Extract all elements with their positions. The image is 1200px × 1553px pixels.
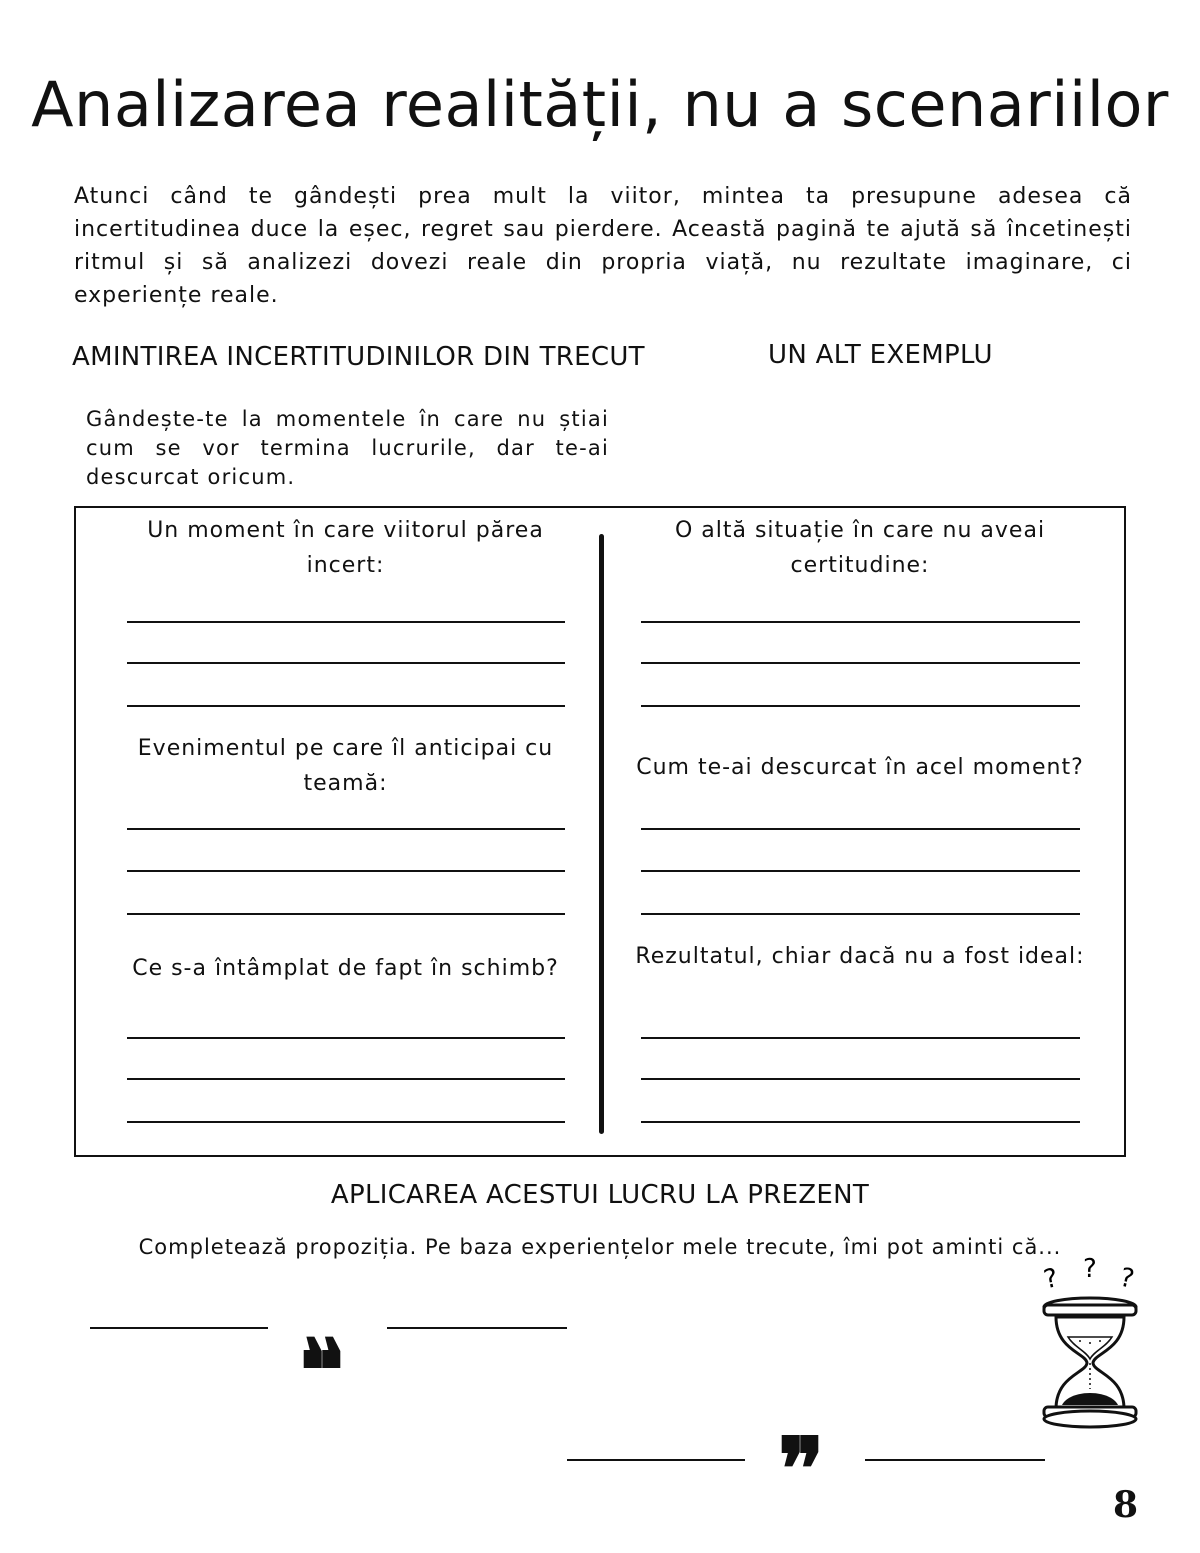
answer-line[interactable] (127, 913, 565, 915)
question-mark: ? (1117, 1262, 1137, 1295)
left-section-heading: AMINTIREA INCERTITUDINILOR DIN TRECUT (72, 342, 645, 372)
answer-line[interactable] (127, 662, 565, 664)
sentence-line[interactable] (865, 1459, 1045, 1461)
prompt-uncertain-future: Un moment în care viitorul părea incert: (147, 518, 544, 578)
answer-line[interactable] (641, 1078, 1080, 1080)
answer-line[interactable] (641, 1037, 1080, 1039)
answer-line[interactable] (127, 1121, 565, 1123)
page-number: 8 (1112, 1484, 1138, 1526)
answer-line[interactable] (641, 621, 1080, 623)
answer-line[interactable] (641, 913, 1080, 915)
column-divider (599, 534, 604, 1134)
intro-paragraph: Atunci când te gândești prea mult la viitor, mintea ta presupune adesea că incertitudinea duce la eșec, regret sau pierdere. Această pagină te ajută să încetinești ritmul și să analizezi dovezi reale din propria viață, nu rezultate imaginare, ci experiențe reale. (74, 184, 1132, 308)
answer-line[interactable] (127, 1078, 565, 1080)
answer-line[interactable] (641, 870, 1080, 872)
answer-line[interactable] (127, 870, 565, 872)
page-title: Analizarea realității, nu a scenariilor (31, 68, 1169, 141)
answer-line[interactable] (641, 1121, 1080, 1123)
answer-line[interactable] (127, 705, 565, 707)
apply-instruction: Completează propoziția. Pe baza experiențelor mele trecute, îmi pot aminti că... (138, 1235, 1062, 1259)
apply-section-heading: APLICAREA ACESTUI LUCRU LA PREZENT (330, 1180, 870, 1210)
prompt-how-you-coped: Cum te-ai descurcat în acel moment? (636, 755, 1084, 780)
answer-line[interactable] (641, 828, 1080, 830)
sentence-line[interactable] (567, 1459, 745, 1461)
left-section-subtitle: Gândește-te la momentele în care nu știai cum se vor termina lucrurile, dar te-ai descurcat oricum. (86, 407, 609, 489)
answer-line[interactable] (127, 621, 565, 623)
prompt-feared-event: Evenimentul pe care îl anticipai cu teamă: (137, 736, 554, 796)
question-mark: ? (1041, 1263, 1061, 1296)
right-section-heading: UN ALT EXEMPLU (768, 340, 993, 370)
sentence-line[interactable] (387, 1327, 567, 1329)
prompt-outcome: Rezultatul, chiar dacă nu a fost ideal: (635, 944, 1085, 969)
close-quote-icon: ❞ (778, 1419, 825, 1520)
answer-line[interactable] (127, 1037, 565, 1039)
open-quote-icon: ❞ (300, 1283, 347, 1384)
hourglass-icon (1030, 1255, 1150, 1435)
sentence-line[interactable] (90, 1327, 268, 1329)
question-mark: ? (1083, 1255, 1097, 1284)
prompt-another-situation: O altă situație în care nu aveai certitudine: (674, 518, 1046, 578)
answer-line[interactable] (641, 705, 1080, 707)
answer-line[interactable] (641, 662, 1080, 664)
prompt-what-happened: Ce s-a întâmplat de fapt în schimb? (132, 956, 559, 981)
answer-line[interactable] (127, 828, 565, 830)
